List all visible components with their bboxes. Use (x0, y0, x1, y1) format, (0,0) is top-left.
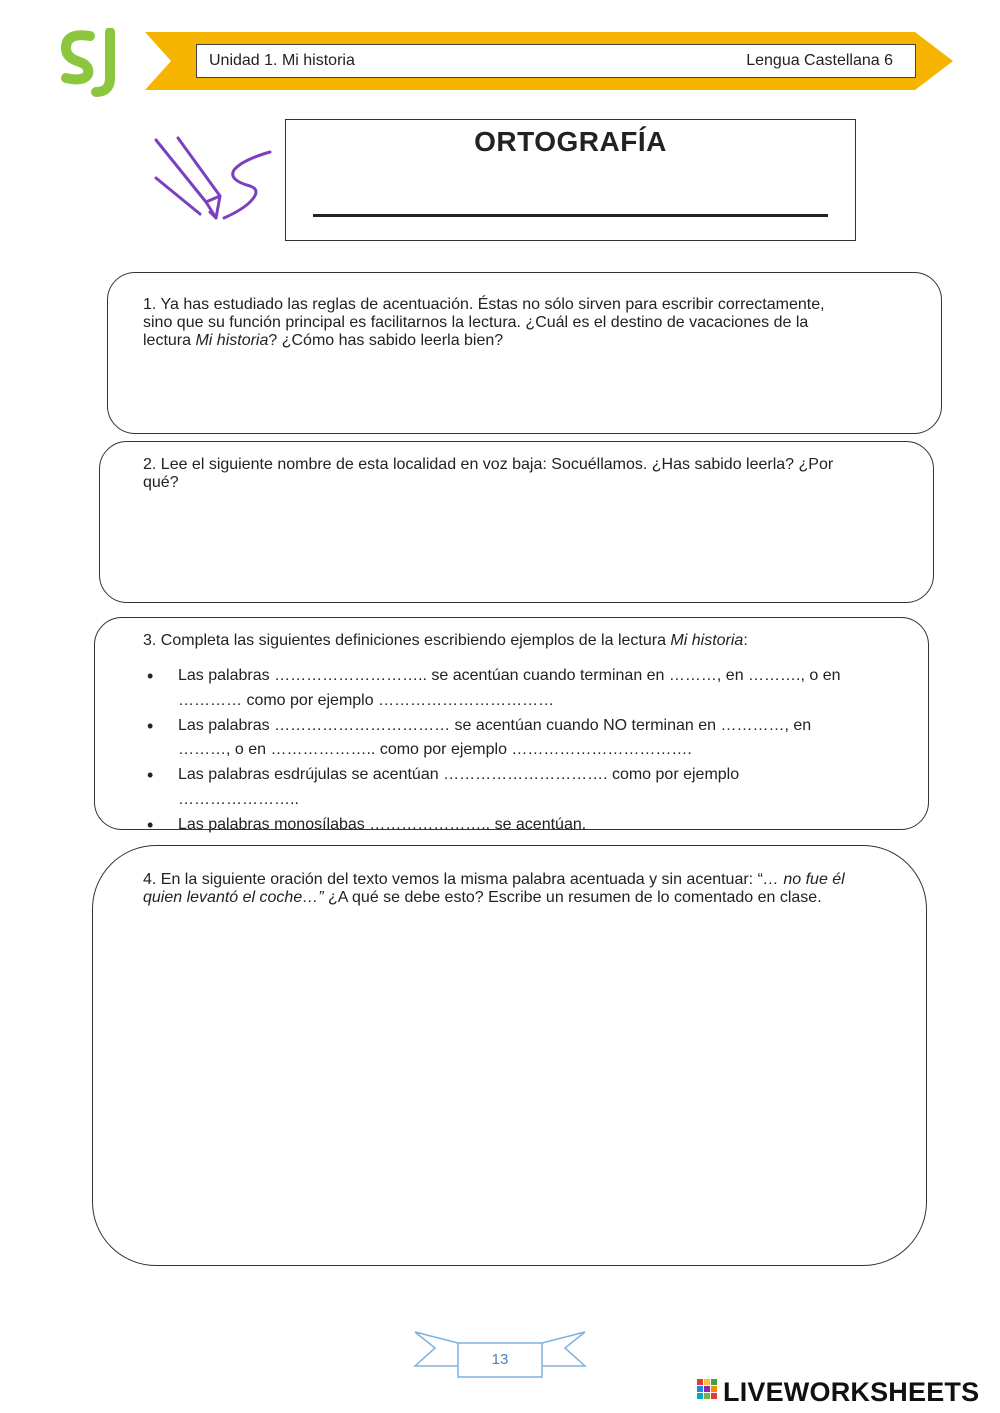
header-box (196, 44, 916, 78)
list-item: • Las palabras esdrújulas se acentúan …………………………. como por ejemplo ………………….. (143, 763, 857, 813)
question-1-text: 1. Ya has estudiado las reglas de acentuación. Éstas no sólo sirven para escribir correctamente, sino que su función principal es facilitarnos la lectura. ¿Cuál es el destino de vacaciones de la lectura Mi historia? ¿Cómo has sabido leerla bien? (143, 296, 825, 349)
page-number: 13 (491, 1351, 509, 1368)
list-item: • Las palabras ……………………….. se acentúan cuando terminan en ………, en ………., o en ………… como por ejemplo …………………………… (143, 664, 857, 714)
unit-title: Unidad 1. Mi historia (209, 52, 355, 69)
question-3-text: 3. Completa las siguientes definiciones escribiendo ejemplos de la lectura Mi historia: • Las palabras ……………………….. se acentúan cuando terminan en ………, en ………., o en ………… como por ejemplo …………………………… • Las palabras …………………………… se acentúan cuando NO terminan en …………, en ………, o en ……………….. como por ejemplo ……………………………. • Las palabras esdrújulas se acentúan …………………………. como por ejemplo ………………….. • Las palabras monosílabas ………………….. se acentúan. (143, 616, 857, 838)
pen-icon (150, 132, 276, 228)
list-item: • Las palabras monosílabas ………………….. se acentúan. (143, 813, 857, 838)
liveworksheets-brand: LIVEWORKSHEETS (723, 1376, 980, 1407)
page-title: ORTOGRAFÍA (474, 126, 667, 157)
definition-list (143, 664, 857, 838)
question-4-text: 4. En la siguiente oración del texto vemos la misma palabra acentuada y sin acentuar: “… no fue él quien levantó el coche…” ¿A qué se debe esto? Escribe un resumen de lo comentado en clase. (143, 871, 845, 906)
title-answer-line (313, 214, 828, 217)
sj-logo-icon (60, 28, 124, 98)
subject-title: Lengua Castellana 6 (746, 52, 893, 69)
liveworksheets-grid-icon (697, 1379, 723, 1405)
list-item: • Las palabras …………………………… se acentúan cuando NO terminan en …………, en ………, o en ……………….. como por ejemplo ……………………………. (143, 714, 857, 764)
school-logo (60, 28, 124, 98)
title-box (285, 119, 856, 241)
question-2-text: 2. Lee el siguiente nombre de esta localidad en voz baja: Socuéllamos. ¿Has sabido leerla? ¿Por qué? (143, 456, 834, 491)
liveworksheets-logo (697, 1378, 979, 1406)
